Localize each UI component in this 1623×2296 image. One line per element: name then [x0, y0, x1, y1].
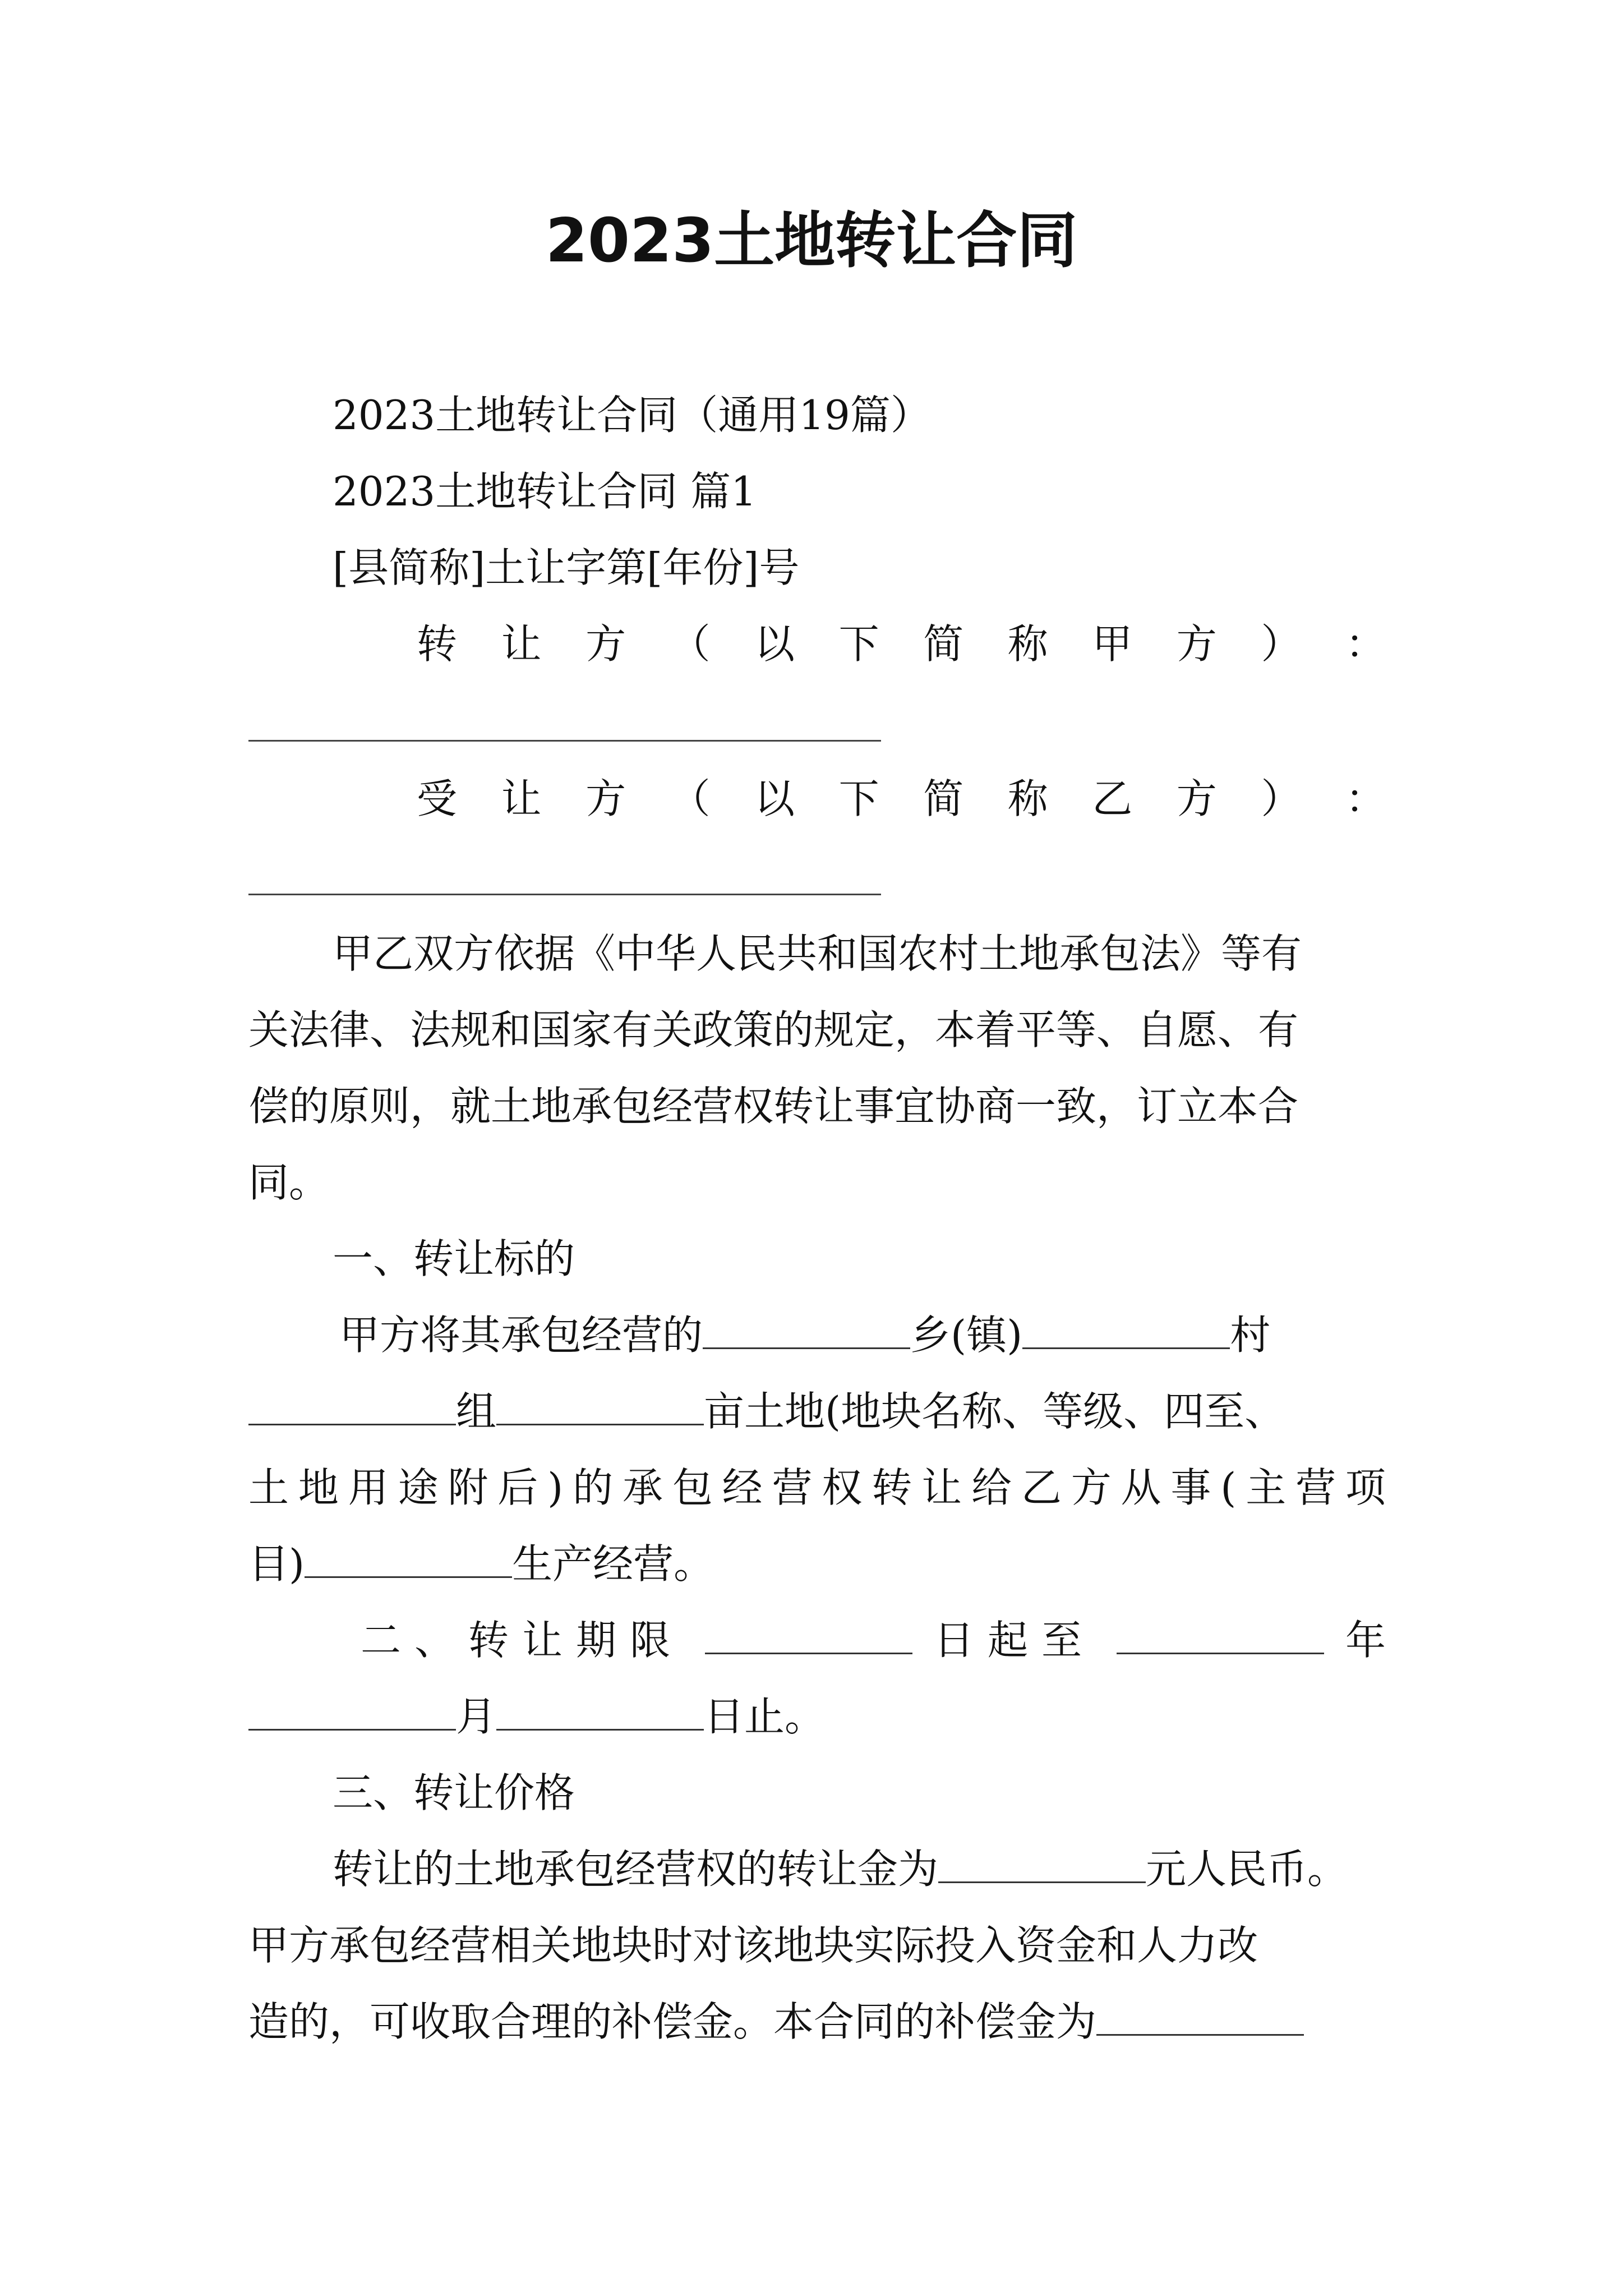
- blank-township: [703, 1308, 910, 1349]
- text-glyph: 方: [1176, 775, 1217, 822]
- section-1-line-4: [248, 1536, 714, 1592]
- blank-transfer-fee: [938, 1842, 1146, 1883]
- text-glyph: 简: [923, 620, 964, 668]
- section-1-line-3: [248, 1460, 1386, 1516]
- text-glyph: 承: [622, 1464, 663, 1511]
- text-glyph: 受: [417, 775, 458, 822]
- text-glyph: 方: [585, 775, 626, 822]
- blank-compensation: [1096, 1995, 1304, 2036]
- section-1-heading: 一、转让标的: [333, 1235, 575, 1282]
- text-glyph: 方: [1071, 1464, 1112, 1511]
- text-glyph: 用: [348, 1464, 389, 1511]
- text-glyph: 下: [838, 620, 879, 668]
- text-glyph: 土: [248, 1464, 289, 1511]
- blank-village-name: [248, 1384, 456, 1425]
- text-glyph: 附: [448, 1464, 488, 1511]
- text-glyph: 营: [772, 1464, 813, 1511]
- text-glyph: ：: [1345, 775, 1386, 822]
- text-glyph: 甲: [1092, 620, 1133, 668]
- text-glyph: 称: [1007, 620, 1048, 668]
- text-glyph: 以: [754, 775, 795, 822]
- intro-line-4: 同。: [248, 1159, 330, 1206]
- text-glyph: 地: [298, 1464, 339, 1511]
- text-glyph: 乙: [1092, 775, 1133, 822]
- text-glyph: 包: [672, 1464, 713, 1511]
- section-3-line-3: [248, 1994, 1304, 2050]
- intro-line-2: 关法律、法规和国家有关政策的规定，本着平等、自愿、有: [248, 1006, 1299, 1053]
- section-1-line-2: [248, 1383, 1285, 1439]
- blank-start-date: [705, 1613, 912, 1654]
- text-glyph: （: [670, 775, 711, 822]
- section-1-line-1: [339, 1307, 1270, 1363]
- text-glyph: ：: [1345, 620, 1386, 668]
- text-segment: 组: [456, 1388, 497, 1435]
- text-segment: 目): [248, 1540, 305, 1588]
- text-glyph: 权: [822, 1464, 863, 1511]
- text-segment: 日起至: [933, 1617, 1095, 1664]
- text-glyph: 途: [398, 1464, 439, 1511]
- blank-village: [1022, 1308, 1230, 1349]
- chapter-heading: 2023土地转让合同 篇1: [333, 468, 757, 515]
- text-segment: 亩土地(地块名称、等级、四至、: [704, 1388, 1285, 1435]
- text-glyph: 让: [501, 775, 542, 822]
- party-b-blank: [248, 894, 881, 895]
- section-3-heading: 三、转让价格: [333, 1769, 575, 1816]
- text-glyph: 经: [722, 1464, 763, 1511]
- section-2-line-2: [248, 1688, 825, 1745]
- text-glyph: 从: [1121, 1464, 1161, 1511]
- text-glyph: （: [670, 620, 711, 668]
- subtitle: 2023土地转让合同（通用19篇）: [333, 392, 931, 439]
- text-segment: 乡(镇): [910, 1312, 1023, 1359]
- text-glyph: 后: [497, 1464, 538, 1511]
- text-glyph: 下: [838, 775, 879, 822]
- text-segment: 生产经营。: [512, 1540, 714, 1588]
- text-glyph: 项: [1345, 1464, 1386, 1511]
- text-glyph: 以: [754, 620, 795, 668]
- text-glyph: ）: [1261, 775, 1302, 822]
- party-a-line: [417, 616, 1386, 672]
- text-glyph: 让: [501, 620, 542, 668]
- blank-end-year-value: [248, 1690, 456, 1731]
- text-glyph: ): [547, 1464, 564, 1511]
- blank-group: [496, 1384, 704, 1425]
- section-3-line-1: [333, 1841, 1348, 1897]
- text-glyph: 让: [921, 1464, 962, 1511]
- text-glyph: 的: [573, 1464, 614, 1511]
- text-segment: 元人民币。: [1146, 1846, 1348, 1893]
- intro-line-1: 甲乙双方依据《中华人民共和国农村土地承包法》等有: [333, 930, 1302, 977]
- text-glyph: 转: [417, 620, 458, 668]
- section-2-heading: 二、转让期限: [361, 1617, 684, 1664]
- text-glyph: (: [1220, 1464, 1237, 1511]
- party-b-line: [417, 771, 1386, 827]
- intro-line-3: 偿的原则，就土地承包经营权转让事宜协商一致，订立本合: [248, 1083, 1299, 1130]
- text-segment: 转让的土地承包经营权的转让金为: [333, 1846, 939, 1893]
- text-segment: 月: [456, 1693, 497, 1740]
- blank-business: [305, 1537, 512, 1578]
- text-glyph: 事: [1170, 1464, 1211, 1511]
- text-glyph: 转: [872, 1464, 912, 1511]
- blank-end-month: [496, 1690, 704, 1731]
- page-title: 2023土地转让合同: [545, 206, 1078, 276]
- text-segment: 日止。: [704, 1693, 826, 1740]
- text-glyph: 乙: [1021, 1464, 1062, 1511]
- text-segment: 村: [1230, 1312, 1271, 1359]
- text-glyph: 称: [1007, 775, 1048, 822]
- text-glyph: 方: [585, 620, 626, 668]
- text-glyph: 方: [1176, 620, 1217, 668]
- text-glyph: ）: [1261, 620, 1302, 668]
- party-a-blank: [248, 740, 881, 742]
- blank-end-year: [1117, 1613, 1324, 1654]
- text-segment: 甲方将其承包经营的: [339, 1312, 703, 1359]
- text-glyph: 营: [1295, 1464, 1336, 1511]
- section-2-line-1: [361, 1612, 1386, 1668]
- section-3-line-2: 甲方承包经营相关地块时对该地块实际投入资金和人力改: [248, 1922, 1258, 1969]
- document-number: [县简称]土让字第[年份]号: [333, 544, 800, 591]
- text-segment: 造的，可收取合理的补偿金。本合同的补偿金为: [248, 1998, 1097, 2045]
- text-segment: 年: [1345, 1617, 1386, 1664]
- text-glyph: 给: [971, 1464, 1012, 1511]
- text-glyph: 主: [1246, 1464, 1287, 1511]
- text-glyph: 简: [923, 775, 964, 822]
